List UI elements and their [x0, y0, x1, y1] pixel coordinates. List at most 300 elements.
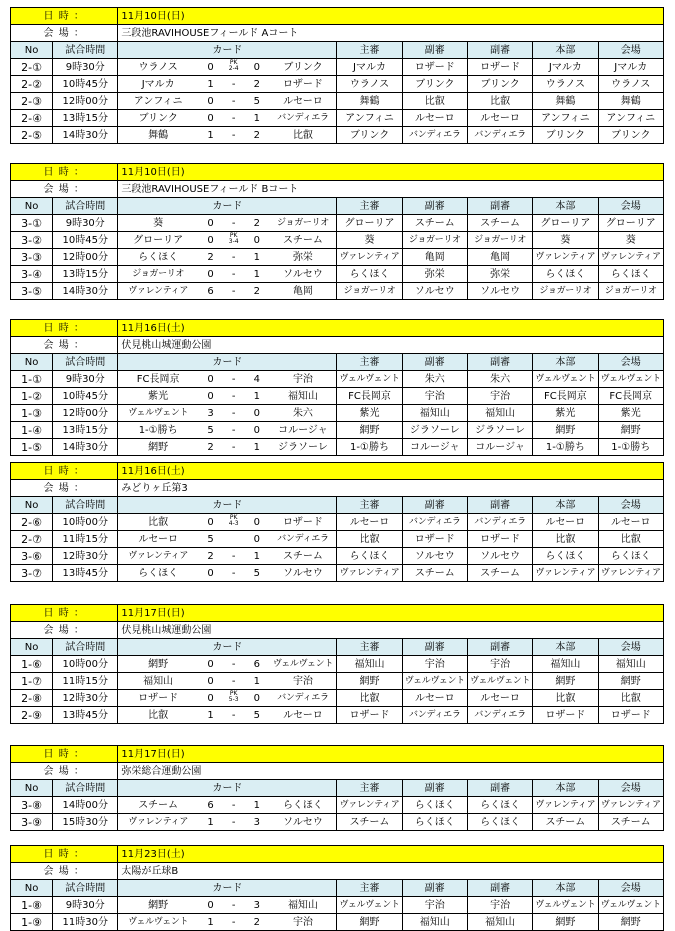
host-team: アンフィニ: [598, 110, 664, 127]
assistant-referee-2: 朱六: [467, 371, 532, 388]
away-team: ルセーロ: [270, 707, 337, 724]
away-score: 1: [244, 249, 269, 266]
match-row: [11, 266, 664, 283]
home-score: 0: [198, 656, 223, 673]
header-referee: 主審: [337, 639, 402, 656]
header-time: 試合時間: [53, 880, 118, 897]
score-separator: -: [223, 673, 244, 690]
referee: グローリア: [337, 215, 402, 232]
assistant-referee-1: ルセーロ: [402, 690, 467, 707]
headquarters: 網野: [533, 422, 598, 439]
score-separator: -: [223, 439, 244, 456]
assistant-referee-2: 宇治: [467, 897, 532, 914]
away-score: 3: [244, 897, 269, 914]
assistant-referee-1: スチーム: [402, 565, 467, 582]
match-time: 9時30分: [53, 59, 118, 76]
score-separator: -: [223, 215, 244, 232]
assistant-referee-2: ソルセウ: [467, 283, 532, 300]
venue-row: [11, 337, 664, 354]
venue-label: 会 場 ：: [11, 480, 118, 497]
assistant-referee-2: ジラソーレ: [467, 422, 532, 439]
header-assistant-1: 副審: [402, 780, 467, 797]
header-hq: 本部: [533, 198, 598, 215]
header-referee: 主審: [337, 880, 402, 897]
date-label: 日 時 ：: [11, 746, 118, 763]
assistant-referee-1: スチーム: [402, 215, 467, 232]
score-separator: -: [223, 283, 244, 300]
match-time: 10時00分: [53, 514, 118, 531]
pk-result: [229, 691, 239, 703]
away-score: 5: [244, 707, 269, 724]
host-team: 網野: [598, 673, 664, 690]
host-team: ヴァレンティア: [598, 249, 664, 266]
header-hq: 本部: [533, 780, 598, 797]
header-card: カード: [118, 198, 337, 215]
pk-result: [229, 233, 239, 245]
match-no: 3-②: [11, 232, 53, 249]
referee: 1-①勝ち: [337, 439, 402, 456]
match-no: 1-⑤: [11, 439, 53, 456]
header-assistant-2: 副審: [467, 42, 532, 59]
assistant-referee-1: 福知山: [402, 405, 467, 422]
pk-label: PK: [229, 689, 238, 697]
match-time: 15時30分: [53, 814, 118, 831]
host-team: ヴェルヴェント: [598, 371, 664, 388]
assistant-referee-2: スチーム: [467, 565, 532, 582]
match-time: 11時15分: [53, 531, 118, 548]
referee: 舞鶴: [337, 93, 402, 110]
score-separator: -: [223, 249, 244, 266]
home-score: 1: [198, 814, 223, 831]
home-team: 網野: [118, 439, 198, 456]
home-score: 0: [198, 93, 223, 110]
schedule-block: [10, 7, 664, 144]
match-row: [11, 514, 664, 531]
venue-value: 伏見桃山城運動公園: [118, 337, 664, 354]
date-value: 11月16日(土): [118, 463, 664, 480]
date-row: [11, 164, 664, 181]
header-assistant-1: 副審: [402, 42, 467, 59]
date-label: 日 時 ：: [11, 846, 118, 863]
home-score: 0: [198, 232, 223, 249]
header-host: 会場: [598, 198, 664, 215]
schedule-table: [10, 845, 664, 931]
assistant-referee-1: ロザード: [402, 531, 467, 548]
venue-value: みどりヶ丘第3: [118, 480, 664, 497]
away-team: コルージャ: [270, 422, 337, 439]
away-team: ジラソーレ: [270, 439, 337, 456]
header-referee: 主審: [337, 198, 402, 215]
assistant-referee-2: ブリンク: [467, 76, 532, 93]
match-time: 13時45分: [53, 707, 118, 724]
match-no: 3-⑥: [11, 548, 53, 565]
date-label: 日 時 ：: [11, 463, 118, 480]
host-team: 1-①勝ち: [598, 439, 664, 456]
match-row: [11, 690, 664, 707]
match-time: 11時15分: [53, 673, 118, 690]
assistant-referee-1: 宇治: [402, 656, 467, 673]
score-separator: -: [223, 127, 244, 144]
venue-label: 会 場 ：: [11, 622, 118, 639]
schedule-table: [10, 163, 664, 300]
host-team: FC長岡京: [598, 388, 664, 405]
away-team: 亀岡: [270, 283, 337, 300]
match-no: 2-②: [11, 76, 53, 93]
header-assistant-1: 副審: [402, 880, 467, 897]
date-label: 日 時 ：: [11, 605, 118, 622]
header-row: [11, 639, 664, 656]
venue-label: 会 場 ：: [11, 25, 118, 42]
schedule-table: [10, 604, 664, 724]
home-team: 福知山: [118, 673, 198, 690]
host-team: Jマルカ: [598, 59, 664, 76]
referee: Jマルカ: [337, 59, 402, 76]
header-no: No: [11, 198, 53, 215]
headquarters: ロザード: [533, 707, 598, 724]
assistant-referee-1: ソルセウ: [402, 548, 467, 565]
venue-row: [11, 863, 664, 880]
away-team: 朱六: [270, 405, 337, 422]
away-score: 5: [244, 93, 269, 110]
home-score: 5: [198, 531, 223, 548]
home-score: 5: [198, 422, 223, 439]
host-team: スチーム: [598, 814, 664, 831]
header-card: カード: [118, 780, 337, 797]
pk-score: 4-3: [228, 519, 239, 527]
assistant-referee-1: バンディエラ: [402, 127, 467, 144]
referee: 比叡: [337, 531, 402, 548]
away-team: 宇治: [270, 914, 337, 931]
headquarters: ルセーロ: [533, 514, 598, 531]
home-team: ヴァレンティア: [118, 548, 198, 565]
away-team: ロザード: [270, 76, 337, 93]
home-team: 網野: [118, 656, 198, 673]
date-row: [11, 746, 664, 763]
home-score: 0: [198, 690, 223, 707]
date-row: [11, 846, 664, 863]
match-row: [11, 405, 664, 422]
score-separator: -: [223, 93, 244, 110]
home-team: ヴェルヴェント: [118, 914, 198, 931]
header-time: 試合時間: [53, 780, 118, 797]
match-row: [11, 127, 664, 144]
home-team: ジョガーリオ: [118, 266, 198, 283]
home-score: 0: [198, 673, 223, 690]
home-team: 網野: [118, 897, 198, 914]
match-no: 2-⑥: [11, 514, 53, 531]
host-team: 福知山: [598, 656, 664, 673]
score-separator: -: [223, 266, 244, 283]
header-hq: 本部: [533, 880, 598, 897]
away-score: 0: [244, 232, 269, 249]
assistant-referee-2: 福知山: [467, 914, 532, 931]
headquarters: ヴェルヴェント: [533, 897, 598, 914]
match-row: [11, 565, 664, 582]
date-value: 11月17日(日): [118, 605, 664, 622]
score-separator: -: [223, 422, 244, 439]
match-time: 12時00分: [53, 405, 118, 422]
away-score: 0: [244, 690, 269, 707]
header-row: [11, 354, 664, 371]
headquarters: ヴァレンティア: [533, 249, 598, 266]
match-no: 1-⑨: [11, 914, 53, 931]
assistant-referee-1: 福知山: [402, 914, 467, 931]
headquarters: らくほく: [533, 266, 598, 283]
home-score: 1: [198, 76, 223, 93]
away-team: 弥栄: [270, 249, 337, 266]
home-team: 紫光: [118, 388, 198, 405]
home-score: 3: [198, 405, 223, 422]
host-team: 比叡: [598, 531, 664, 548]
header-assistant-2: 副審: [467, 198, 532, 215]
assistant-referee-1: ブリンク: [402, 76, 467, 93]
date-row: [11, 463, 664, 480]
header-host: 会場: [598, 780, 664, 797]
away-score: 6: [244, 656, 269, 673]
venue-value: 太陽が丘球B: [118, 863, 664, 880]
away-score: 0: [244, 531, 269, 548]
match-row: [11, 656, 664, 673]
match-time: 14時30分: [53, 283, 118, 300]
assistant-referee-2: バンディエラ: [467, 707, 532, 724]
headquarters: ブリンク: [533, 127, 598, 144]
headquarters: 紫光: [533, 405, 598, 422]
host-team: 比叡: [598, 690, 664, 707]
venue-value: 弥栄総合運動公園: [118, 763, 664, 780]
score-separator: [223, 531, 244, 548]
referee: 葵: [337, 232, 402, 249]
assistant-referee-1: 宇治: [402, 388, 467, 405]
headquarters: FC長岡京: [533, 388, 598, 405]
away-score: 0: [244, 59, 269, 76]
header-row: [11, 42, 664, 59]
schedule-block: [10, 462, 664, 582]
assistant-referee-1: ヴェルヴェント: [402, 673, 467, 690]
home-team: ヴェルヴェント: [118, 405, 198, 422]
match-row: [11, 59, 664, 76]
match-row: [11, 548, 664, 565]
host-team: ジョガーリオ: [598, 283, 664, 300]
date-row: [11, 8, 664, 25]
header-host: 会場: [598, 497, 664, 514]
assistant-referee-2: 亀岡: [467, 249, 532, 266]
home-score: 0: [198, 215, 223, 232]
match-row: [11, 110, 664, 127]
referee: ヴェルヴェント: [337, 371, 402, 388]
host-team: ヴァレンティア: [598, 565, 664, 582]
match-no: 2-⑨: [11, 707, 53, 724]
pk-score: 2-4: [228, 64, 239, 72]
away-score: 0: [244, 405, 269, 422]
header-referee: 主審: [337, 354, 402, 371]
match-time: 13時15分: [53, 110, 118, 127]
away-team: スチーム: [270, 232, 337, 249]
referee: ヴァレンティア: [337, 565, 402, 582]
home-team: ブリンク: [118, 110, 198, 127]
assistant-referee-1: バンディエラ: [402, 707, 467, 724]
header-assistant-1: 副審: [402, 198, 467, 215]
score-separator: -: [223, 548, 244, 565]
home-score: 6: [198, 797, 223, 814]
match-time: 10時45分: [53, 232, 118, 249]
assistant-referee-2: コルージャ: [467, 439, 532, 456]
date-label: 日 時 ：: [11, 320, 118, 337]
away-team: 福知山: [270, 897, 337, 914]
assistant-referee-2: ソルセウ: [467, 548, 532, 565]
headquarters: 舞鶴: [533, 93, 598, 110]
date-value: 11月23日(土): [118, 846, 664, 863]
headquarters: アンフィニ: [533, 110, 598, 127]
home-score: 2: [198, 439, 223, 456]
score-separator: [223, 59, 244, 76]
assistant-referee-1: 亀岡: [402, 249, 467, 266]
home-team: ウラノス: [118, 59, 198, 76]
away-team: ソルセウ: [270, 814, 337, 831]
header-time: 試合時間: [53, 198, 118, 215]
date-row: [11, 605, 664, 622]
referee: 紫光: [337, 405, 402, 422]
header-assistant-1: 副審: [402, 497, 467, 514]
schedule-table: [10, 7, 664, 144]
away-score: 1: [244, 673, 269, 690]
home-team: 比叡: [118, 514, 198, 531]
header-no: No: [11, 354, 53, 371]
home-score: 1: [198, 127, 223, 144]
home-score: 0: [198, 388, 223, 405]
home-score: 0: [198, 897, 223, 914]
away-score: 1: [244, 110, 269, 127]
venue-value: 三段池RAVIHOUSEフィールド Bコート: [118, 181, 664, 198]
score-separator: -: [223, 110, 244, 127]
assistant-referee-2: ルセーロ: [467, 110, 532, 127]
home-score: 1: [198, 914, 223, 931]
headquarters: スチーム: [533, 814, 598, 831]
match-row: [11, 232, 664, 249]
away-team: ヴェルヴェント: [270, 656, 337, 673]
assistant-referee-1: 朱六: [402, 371, 467, 388]
away-team: ロザード: [270, 514, 337, 531]
match-time: 10時00分: [53, 656, 118, 673]
home-score: 0: [198, 565, 223, 582]
score-separator: -: [223, 371, 244, 388]
away-team: ルセーロ: [270, 93, 337, 110]
date-row: [11, 320, 664, 337]
date-value: 11月10日(日): [118, 164, 664, 181]
header-card: カード: [118, 880, 337, 897]
match-time: 9時30分: [53, 897, 118, 914]
home-score: 0: [198, 266, 223, 283]
header-card: カード: [118, 497, 337, 514]
header-assistant-1: 副審: [402, 354, 467, 371]
assistant-referee-2: スチーム: [467, 215, 532, 232]
host-team: 網野: [598, 422, 664, 439]
referee: ルセーロ: [337, 514, 402, 531]
match-no: 1-⑥: [11, 656, 53, 673]
host-team: 網野: [598, 914, 664, 931]
home-team: FC長岡京: [118, 371, 198, 388]
assistant-referee-1: ルセーロ: [402, 110, 467, 127]
referee: 網野: [337, 914, 402, 931]
header-no: No: [11, 497, 53, 514]
home-score: 2: [198, 548, 223, 565]
pk-score: 3-4: [228, 237, 239, 245]
match-row: [11, 215, 664, 232]
header-host: 会場: [598, 354, 664, 371]
match-no: 3-⑧: [11, 797, 53, 814]
match-no: 1-④: [11, 422, 53, 439]
venue-row: [11, 622, 664, 639]
referee: スチーム: [337, 814, 402, 831]
away-team: ジョガーリオ: [270, 215, 337, 232]
header-hq: 本部: [533, 42, 598, 59]
match-time: 11時30分: [53, 914, 118, 931]
pk-result: [229, 515, 239, 527]
headquarters: グローリア: [533, 215, 598, 232]
referee: 網野: [337, 673, 402, 690]
host-team: ブリンク: [598, 127, 664, 144]
schedule-table: [10, 745, 664, 831]
header-hq: 本部: [533, 639, 598, 656]
away-team: ブリンク: [270, 59, 337, 76]
date-value: 11月16日(土): [118, 320, 664, 337]
header-card: カード: [118, 639, 337, 656]
host-team: ロザード: [598, 707, 664, 724]
assistant-referee-1: 弥栄: [402, 266, 467, 283]
match-time: 10時45分: [53, 388, 118, 405]
match-time: 12時30分: [53, 690, 118, 707]
match-row: [11, 93, 664, 110]
match-no: 3-④: [11, 266, 53, 283]
schedule-block: [10, 845, 664, 931]
venue-row: [11, 480, 664, 497]
referee: ジョガーリオ: [337, 283, 402, 300]
away-score: 5: [244, 565, 269, 582]
referee: ヴァレンティア: [337, 797, 402, 814]
venue-row: [11, 181, 664, 198]
host-team: 紫光: [598, 405, 664, 422]
match-row: [11, 797, 664, 814]
score-separator: -: [223, 656, 244, 673]
score-separator: [223, 514, 244, 531]
home-team: ヴァレンティア: [118, 814, 198, 831]
away-team: 福知山: [270, 388, 337, 405]
match-no: 2-③: [11, 93, 53, 110]
host-team: ルセーロ: [598, 514, 664, 531]
referee: ロザード: [337, 707, 402, 724]
score-separator: -: [223, 914, 244, 931]
away-score: 1: [244, 388, 269, 405]
header-card: カード: [118, 42, 337, 59]
referee: ヴェルヴェント: [337, 897, 402, 914]
schedule-block: [10, 604, 664, 724]
referee: ウラノス: [337, 76, 402, 93]
assistant-referee-1: らくほく: [402, 797, 467, 814]
home-score: 2: [198, 249, 223, 266]
match-no: 1-⑦: [11, 673, 53, 690]
headquarters: 葵: [533, 232, 598, 249]
assistant-referee-2: 弥栄: [467, 266, 532, 283]
header-host: 会場: [598, 880, 664, 897]
away-score: 1: [244, 266, 269, 283]
match-no: 1-①: [11, 371, 53, 388]
match-no: 3-①: [11, 215, 53, 232]
schedule-block: [10, 319, 664, 456]
match-row: [11, 531, 664, 548]
host-team: グローリア: [598, 215, 664, 232]
home-team: スチーム: [118, 797, 198, 814]
home-team: 比叡: [118, 707, 198, 724]
match-time: 9時30分: [53, 215, 118, 232]
